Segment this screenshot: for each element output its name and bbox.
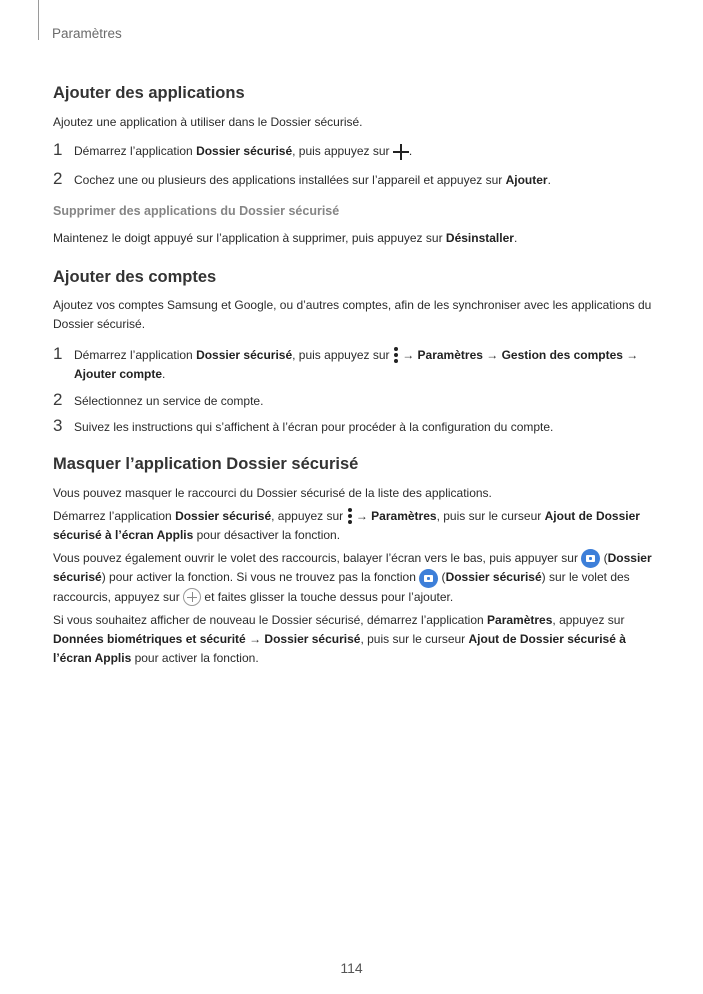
- switch-label: Ajout de Dossier sécurisé à l’écran Applis: [53, 631, 626, 665]
- step-number: 2: [53, 169, 63, 188]
- settings-label: Paramètres: [371, 509, 437, 523]
- settings-label: Paramètres: [487, 612, 553, 627]
- secure-folder-icon: [419, 569, 438, 588]
- page-number: 114: [340, 960, 363, 976]
- accounts-step-2: 2 Sélectionnez un service de compte.: [53, 390, 264, 409]
- add-plus-icon: [393, 144, 409, 160]
- running-header: Paramètres: [52, 26, 122, 41]
- app-name: Dossier sécurisé: [196, 348, 293, 362]
- add-button-label: Ajouter: [505, 173, 548, 187]
- page-content: [53, 82, 653, 668]
- add-circle-icon: [183, 588, 201, 606]
- step-number: 2: [53, 390, 63, 409]
- hide-p3: Vous pouvez également ouvrir le volet des raccourcis, balayer l’écran vers le bas, puis appuyer sur (Dossier sécurisé) pour activer la fonction. Si vous ne trouvez pas la fonction (Dossier sécurisé) sur le volet des raccourcis, appuyez sur et faites glisser la touche dessus pour l’ajouter.: [53, 549, 653, 607]
- add-apps-step-2: 2 Cochez une ou plusieurs des applications installées sur l’appareil et appuyez sur Ajouter.: [53, 169, 551, 188]
- hide-p1: Vous pouvez masquer le raccourci du Dossier sécurisé de la liste des applications.: [53, 486, 492, 500]
- section-title-accounts: Ajouter des comptes: [53, 268, 217, 286]
- step-number: 1: [53, 344, 63, 363]
- more-options-icon: [347, 508, 353, 525]
- add-apps-intro: Ajoutez une application à utiliser dans le Dossier sécurisé.: [53, 115, 363, 129]
- secure-folder-label: Dossier sécurisé: [53, 551, 652, 585]
- hide-p2: Démarrez l’application Dossier sécurisé, appuyez sur → Paramètres, puis sur le curseur Ajout de Dossier sécurisé à l’écran Applis pour désactiver la fonction.: [53, 509, 640, 542]
- subsection-title-remove-apps: Supprimer des applications du Dossier sécurisé: [53, 204, 340, 218]
- add-account-label: Ajouter compte: [74, 367, 163, 381]
- more-options-icon: [393, 347, 399, 364]
- secure-folder-icon: [581, 549, 600, 568]
- uninstall-label: Désinstaller: [445, 231, 514, 245]
- manage-accounts-label: Gestion des comptes: [501, 348, 623, 362]
- accounts-step-3: 3 Suivez les instructions qui s’affichent à l’écran pour procéder à la configuration du compte.: [53, 416, 554, 435]
- step-number: 1: [53, 140, 63, 159]
- secure-folder-label: Dossier sécurisé: [445, 570, 542, 585]
- accounts-intro: Ajoutez vos comptes Samsung et Google, ou d’autres comptes, afin de les synchroniser avec les applications du Dossier sécurisé.: [53, 298, 652, 331]
- remove-apps-text: Maintenez le doigt appuyé sur l’application à supprimer, puis appuyez sur Désinstaller.: [53, 231, 518, 245]
- switch-label: Ajout de Dossier sécurisé à l’écran Applis: [53, 509, 640, 542]
- accounts-step-1: 1 Démarrez l’application Dossier sécurisé, puis appuyez sur → Paramètres → Gestion des comptes → Ajouter compte.: [53, 344, 639, 381]
- hide-p4: Si vous souhaitez afficher de nouveau le Dossier sécurisé, démarrez l’application Paramètres, appuyez sur Données biométriques et sécurité → Dossier sécurisé, puis sur le curseur Ajout de Dossier sécurisé à l’écran Applis pour activer la fonction.: [53, 612, 626, 665]
- biometrics-label: Données biométriques et sécurité: [53, 631, 246, 646]
- step-number: 3: [53, 416, 63, 435]
- settings-label: Paramètres: [417, 348, 483, 362]
- app-name: Dossier sécurisé: [175, 509, 272, 523]
- app-name: Dossier sécurisé: [196, 144, 293, 158]
- secure-folder-label: Dossier sécurisé: [264, 631, 361, 646]
- section-title-hide-folder: Masquer l’application Dossier sécurisé: [53, 455, 359, 473]
- section-title-add-apps: Ajouter des applications: [53, 84, 245, 102]
- margin-line: [38, 0, 39, 40]
- add-apps-step-1: 1 Démarrez l’application Dossier sécurisé, puis appuyez sur .: [53, 140, 413, 159]
